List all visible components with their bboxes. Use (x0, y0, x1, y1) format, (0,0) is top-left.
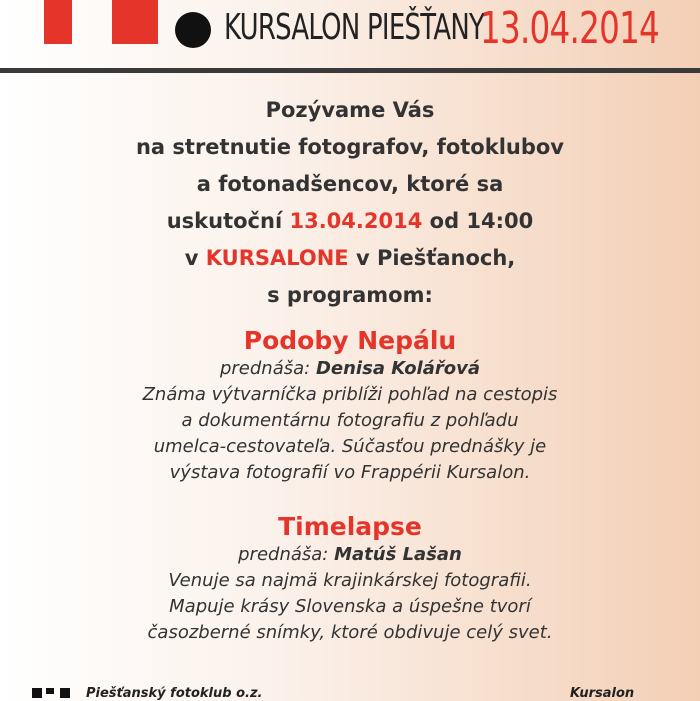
qr-code-icon (32, 688, 72, 700)
intro-line-5-pre: v (184, 246, 199, 270)
logo-mark-right (112, 0, 158, 44)
talk-1-desc-2: a dokumentárnu fotografiu z pohľadu (181, 410, 519, 431)
talk-2 (0, 512, 700, 646)
talk-1-title: Podoby Nepálu (243, 326, 457, 355)
intro-line-4-pre: uskutoční (166, 209, 283, 233)
talk-1-speaker-label: prednáša: (219, 358, 311, 379)
intro-line-1: Pozývame Vás (265, 98, 435, 122)
intro-line-4-post: od 14:00 (429, 209, 534, 233)
header (0, 0, 700, 70)
bullet-dot-icon (175, 12, 211, 48)
intro-line-3: a fotonadšencov, ktoré sa (196, 172, 504, 196)
talk-1-desc-4: výstava fotografií vo Frappérii Kursalon. (169, 462, 531, 483)
event-place: KURSALONE (205, 246, 349, 270)
talk-2-speaker-line (0, 542, 700, 568)
talk-2-title: Timelapse (278, 512, 422, 541)
talk-2-speaker-label: prednáša: (238, 544, 329, 565)
talk-1-speaker: Denisa Kolářová (315, 358, 480, 379)
intro-line-4 (0, 203, 700, 240)
intro-line-6: s programom: (267, 283, 433, 307)
intro-line-2: na stretnutie fotografov, fotoklubov (135, 135, 564, 159)
talk-1 (0, 326, 700, 486)
event-date: 13.04.2014 (289, 209, 423, 233)
invitation-text (0, 92, 700, 314)
footer-club: Piešťanský fotoklub o.z. (86, 686, 263, 701)
footer-venue: Kursalon (570, 686, 635, 701)
talk-1-speaker-line (0, 356, 700, 382)
talk-1-desc-1: Známa výtvarníčka priblíži pohľad na cestopis (142, 384, 558, 405)
intro-line-5 (0, 240, 700, 277)
intro-line-5-post: v Piešťanoch, (355, 246, 516, 270)
header-divider (0, 68, 700, 73)
talk-2-desc-2: Mapuje krásy Slovenska a úspešne tvorí (169, 596, 531, 617)
talk-1-desc-3: umelca-cestovateľa. Súčasťou prednášky je (153, 436, 547, 457)
talk-2-desc-1: Venuje sa najmä krajinkárskej fotografii. (168, 570, 532, 591)
logo-mark-left (44, 0, 72, 44)
talk-2-speaker: Matúš Lašan (334, 544, 462, 565)
talk-2-desc-3: časozberné snímky, ktoré obdivuje celý svet. (147, 622, 553, 643)
header-date: 13.04.2014 (480, 3, 660, 54)
header-venue: KURSALON PIEŠŤANY (224, 7, 485, 48)
